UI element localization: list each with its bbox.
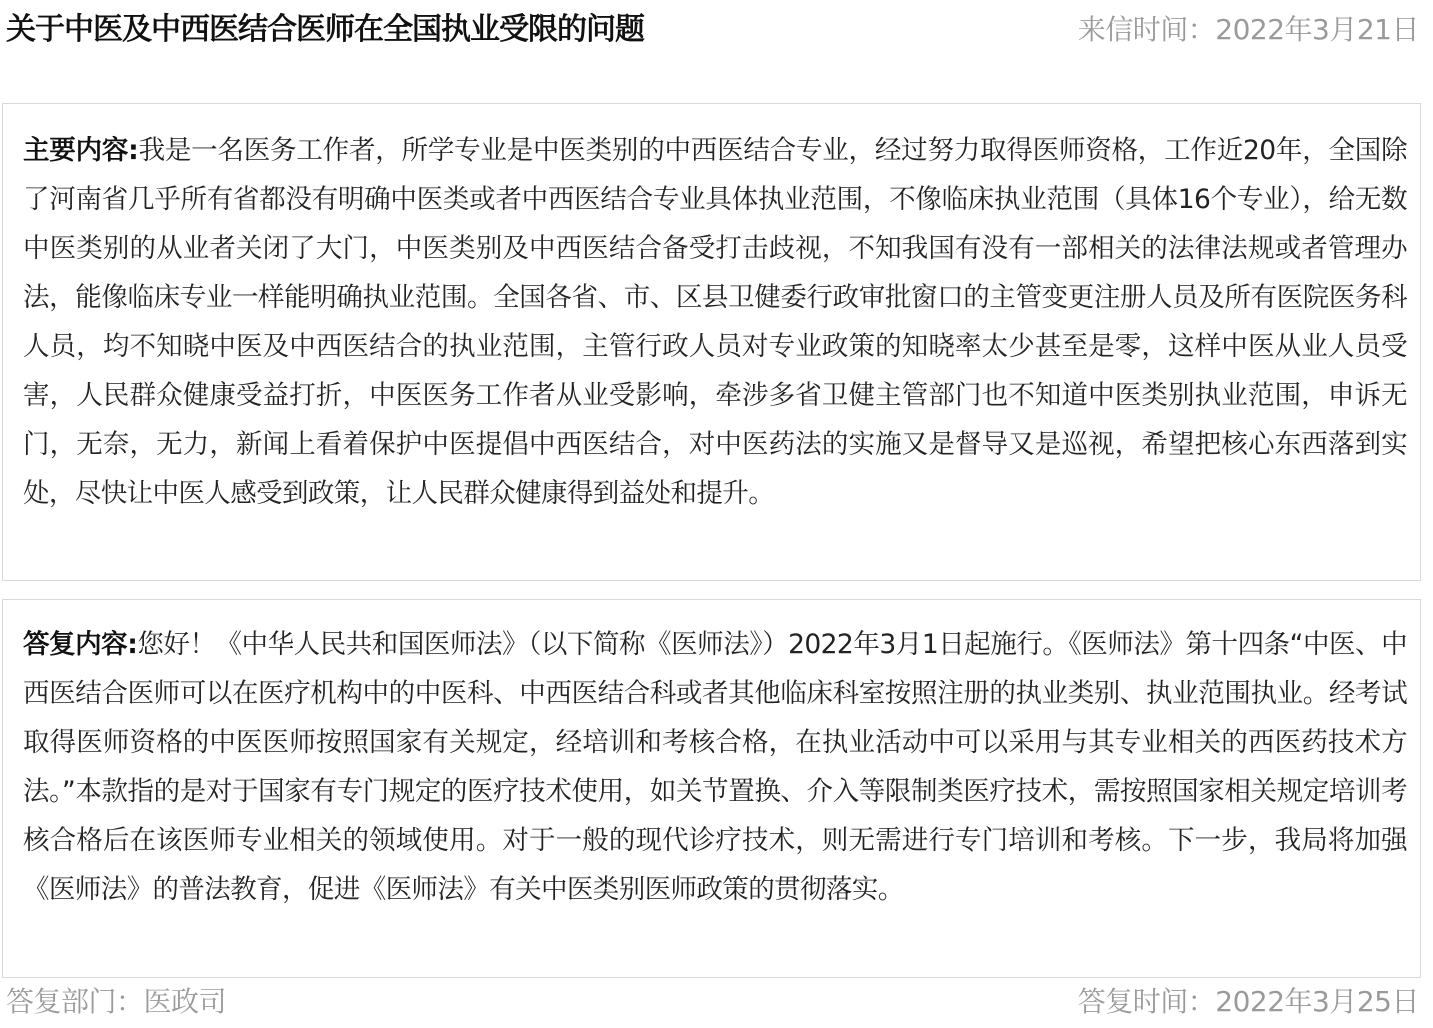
page-title: 关于中医及中西医结合医师在全国执业受限的问题 [6,12,644,47]
answer-card [2,599,1421,978]
question-card [2,103,1421,581]
letter-date: 来信时间：2022年3月21日 [1077,13,1419,46]
question-label: 主要内容: [23,135,139,166]
answer-body: 您好！《中华人民共和国医师法》（以下简称《医师法》）2022年3月1日起施行。《医师法》第十四条“中医、中西医结合医师可以在医疗机构中的中医科、中西医结合科或者其他临床科室按照注册的执业类别、执业范围执业。经考试取得医师资格的中医医师按照国家有关规定，经培训和考核合格，在执业活动中可以采用与其专业相关的西医药技术方法。”本款指的是对于国家有专门规定的医疗技术使用，如关节置换、介入等限制类医疗技术，需按照国家相关规定培训考核合格后在该医师专业相关的领域使用。对于一般的现代诊疗技术，则无需进行专门培训和考核。下一步，我局将加强《医师法》的普法教育，促进《医师法》有关中医类别医师政策的贯彻落实。 [23,629,1407,905]
question-body: 我是一名医务工作者，所学专业是中医类别的中西医结合专业，经过努力取得医师资格，工作近20年，全国除了河南省几乎所有省都没有明确中医类或者中西医结合专业具体执业范围，不像临床执业范围（具体16个专业），给无数中医类别的从业者关闭了大门，中医类别及中西医结合备受打击歧视，不知我国有没有一部相关的法律法规或者管理办法，能像临床专业一样能明确执业范围。全国各省、市、区县卫健委行政审批窗口的主管变更注册人员及所有医院医务科人员，均不知晓中医及中西医结合的执业范围，主管行政人员对专业政策的知晓率太少甚至是零，这样中医从业人员受害，人民群众健康受益打折，中医医务工作者从业受影响，牵涉多省卫健主管部门也不知道中医类别执业范围，申诉无门，无奈，无力，新闻上看着保护中医提倡中西医结合，对中医药法的实施又是督导又是巡视，希望把核心东西落到实处，尽快让中医人感受到政策，让人民群众健康得到益处和提升。 [23,135,1407,509]
answer-text [23,620,1407,914]
reply-department: 答复部门：医政司 [6,985,227,1018]
reply-date: 答复时间：2022年3月25日 [1077,985,1419,1018]
page-header [0,0,1433,62]
page-footer [0,980,1433,1028]
answer-label: 答复内容: [23,629,138,660]
question-text [23,126,1407,518]
